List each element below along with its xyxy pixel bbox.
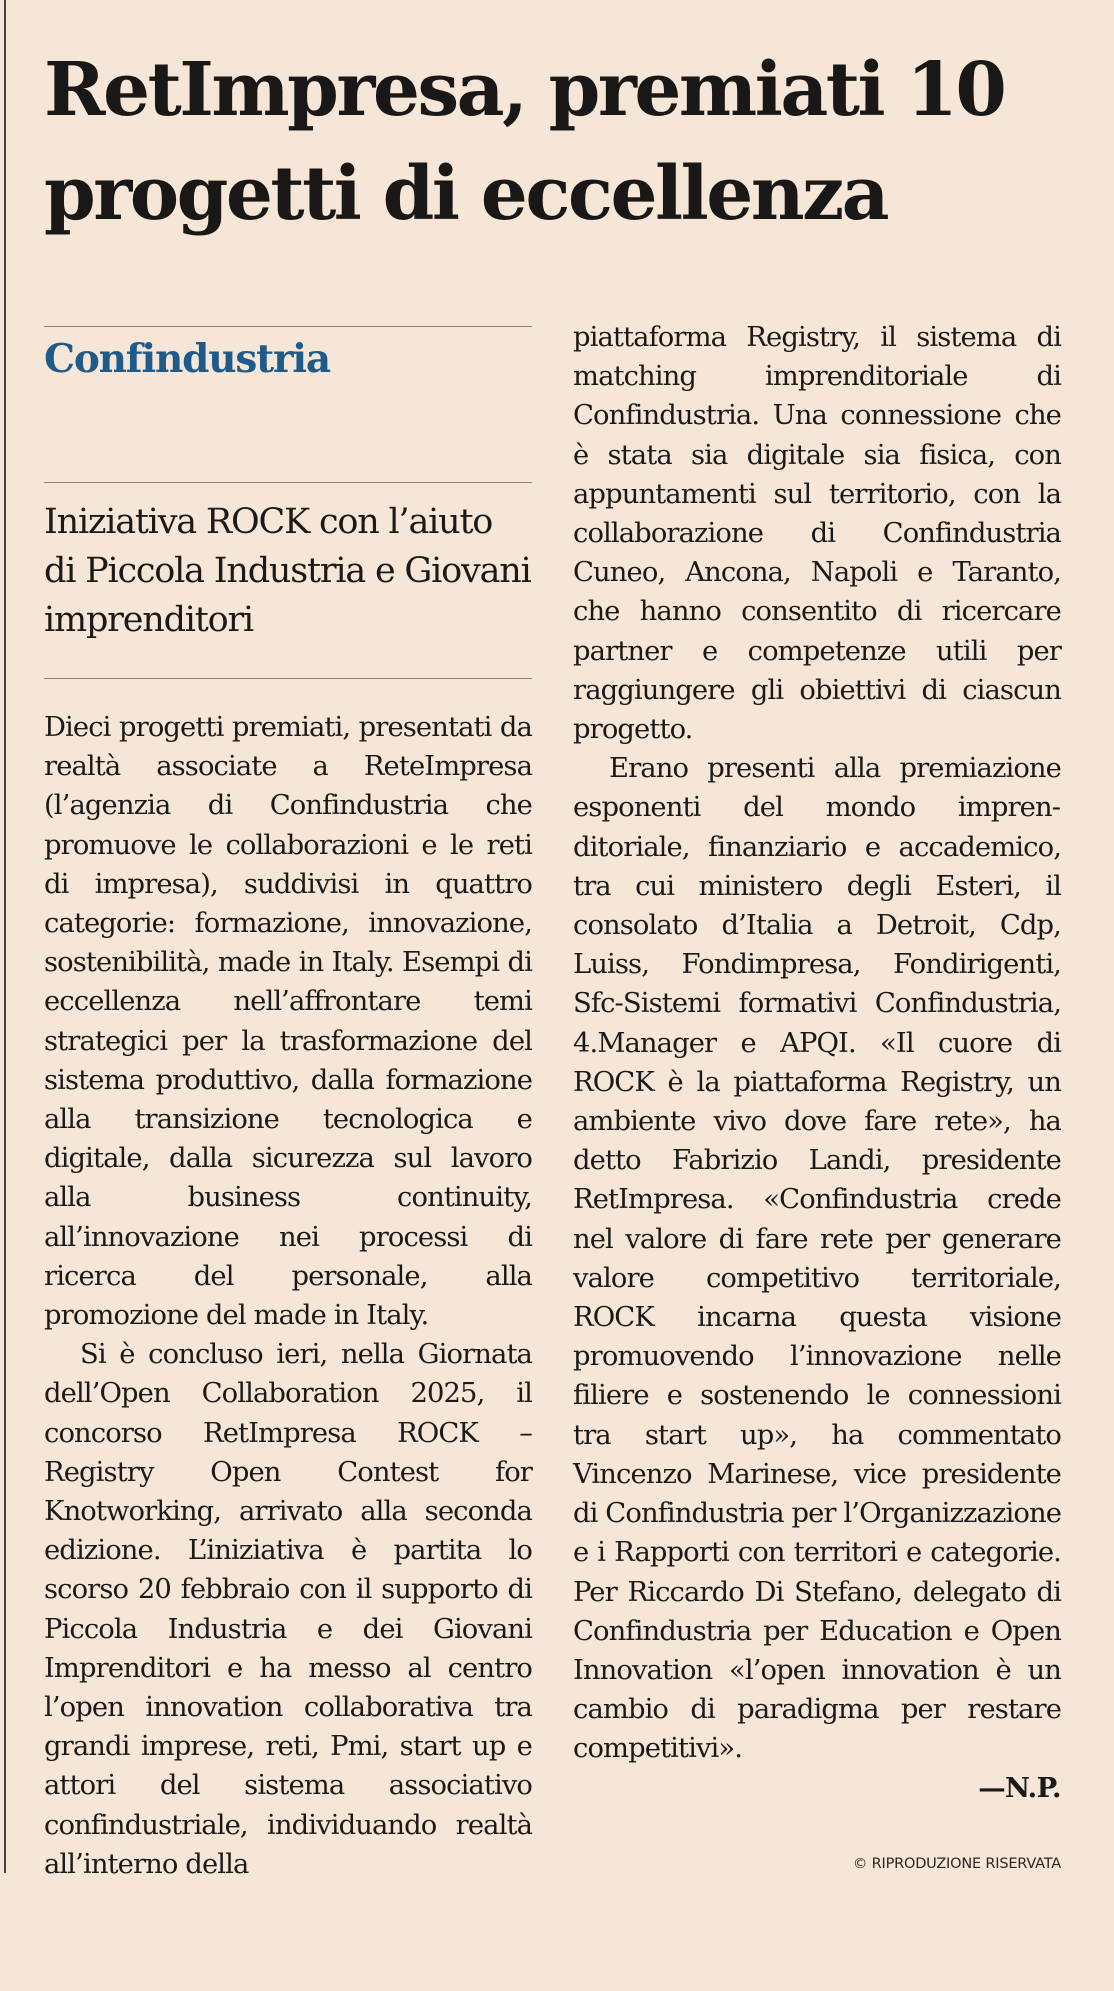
section-divider-top [44,326,532,327]
author-signature: —N.P. [978,1771,1061,1804]
body-paragraph: Erano presenti alla premiazione esponenti del mondo imprenditoriale, finanziario e accademico, tra cui ministero degli Esteri, il consolato d’Italia a Detroit, Cdp, Luiss, Fondimpresa, Fondirigenti, Sfc-Sistemi formativi Confindustria, 4.Manager e APQI. «Il cuore di ROCK è la piattaforma Registry, un ambiente vivo dove fare rete», ha detto Fabrizio Landi, presidente RetImpresa. «Confindustria crede nel valore di fare rete per generare valore competitivo territoriale, ROCK incarna questa visione promuovendo l’innovazione nelle filiere e sostenendo le connessioni tra start up», ha commentato Vincenzo Marinese, vice presidente di Confindustria per l’Organizzazione e i Rapporti con territori e categorie. Per Riccardo Di Stefano, delegato di Confindustria per Education e Open Innovation «l’open innovation è un cambio di paradigma per restare competitivi». [573,753,1062,1765]
body-paragraph: Dieci progetti premiati, presentati da realtà associate a ReteImpresa (l’agenzia di Confindustria che promuove le collaborazioni e le reti di impresa), suddivisi in quattro categorie: formazione, innovazione, sostenibilità, made in Italy. Esempi di eccellenza nell’affrontare temi strategici per la trasformazione del sistema produttivo, dalla formazione alla transizione tecnologica e digitale, dalla sicurezza sul lavoro alla business continuity, all’innovazione nei processi di ricerca del personale, alla promozione del made in Italy. [44,712,532,1332]
left-column-rule [4,0,6,1873]
copyright-notice: © RIPRODUZIONE RISERVATA [852,1856,1061,1872]
subheadline-divider-top [44,482,532,483]
body-paragraph: Si è concluso ieri, nella Giornata dell’Open Collaboration 2025, il concorso RetImpresa ROCK – Registry Open Contest for Knotworking, arrivato alla seconda edizione. L’iniziativa è partita lo scorso 20 febbraio con il supporto di Piccola Industria e dei Giovani Imprenditori e ha messo al centro l’open innovation collaborativa tra grandi imprese, reti, Pmi, start up e attori del sistema associativo confindustriale, individuando realtà all’interno della [44,1339,532,1880]
body-left-column [44,708,532,1884]
body-paragraph: piattaforma Registry, il sistema di matching imprenditoriale di Confindustria. Una connessione che è stata sia digitale sia fisica, con appuntamenti sul territorio, con la collaborazione di Confindustria Cuneo, Ancona, Napoli e Taranto, che hanno consentito di ricercare partner e competenze utili per raggiungere gli obiettivi di ciascun progetto. [573,322,1061,746]
body-right-column [573,318,1061,1808]
headline: RetImpresa, premiati 10 progetti di eccellenza [44,47,1005,237]
body-divider-top [44,678,532,679]
subheadline: Iniziativa ROCK con l’aiuto di Piccola Industria e Giovani imprenditori [44,502,531,640]
section-label: Confindustria [44,336,330,382]
